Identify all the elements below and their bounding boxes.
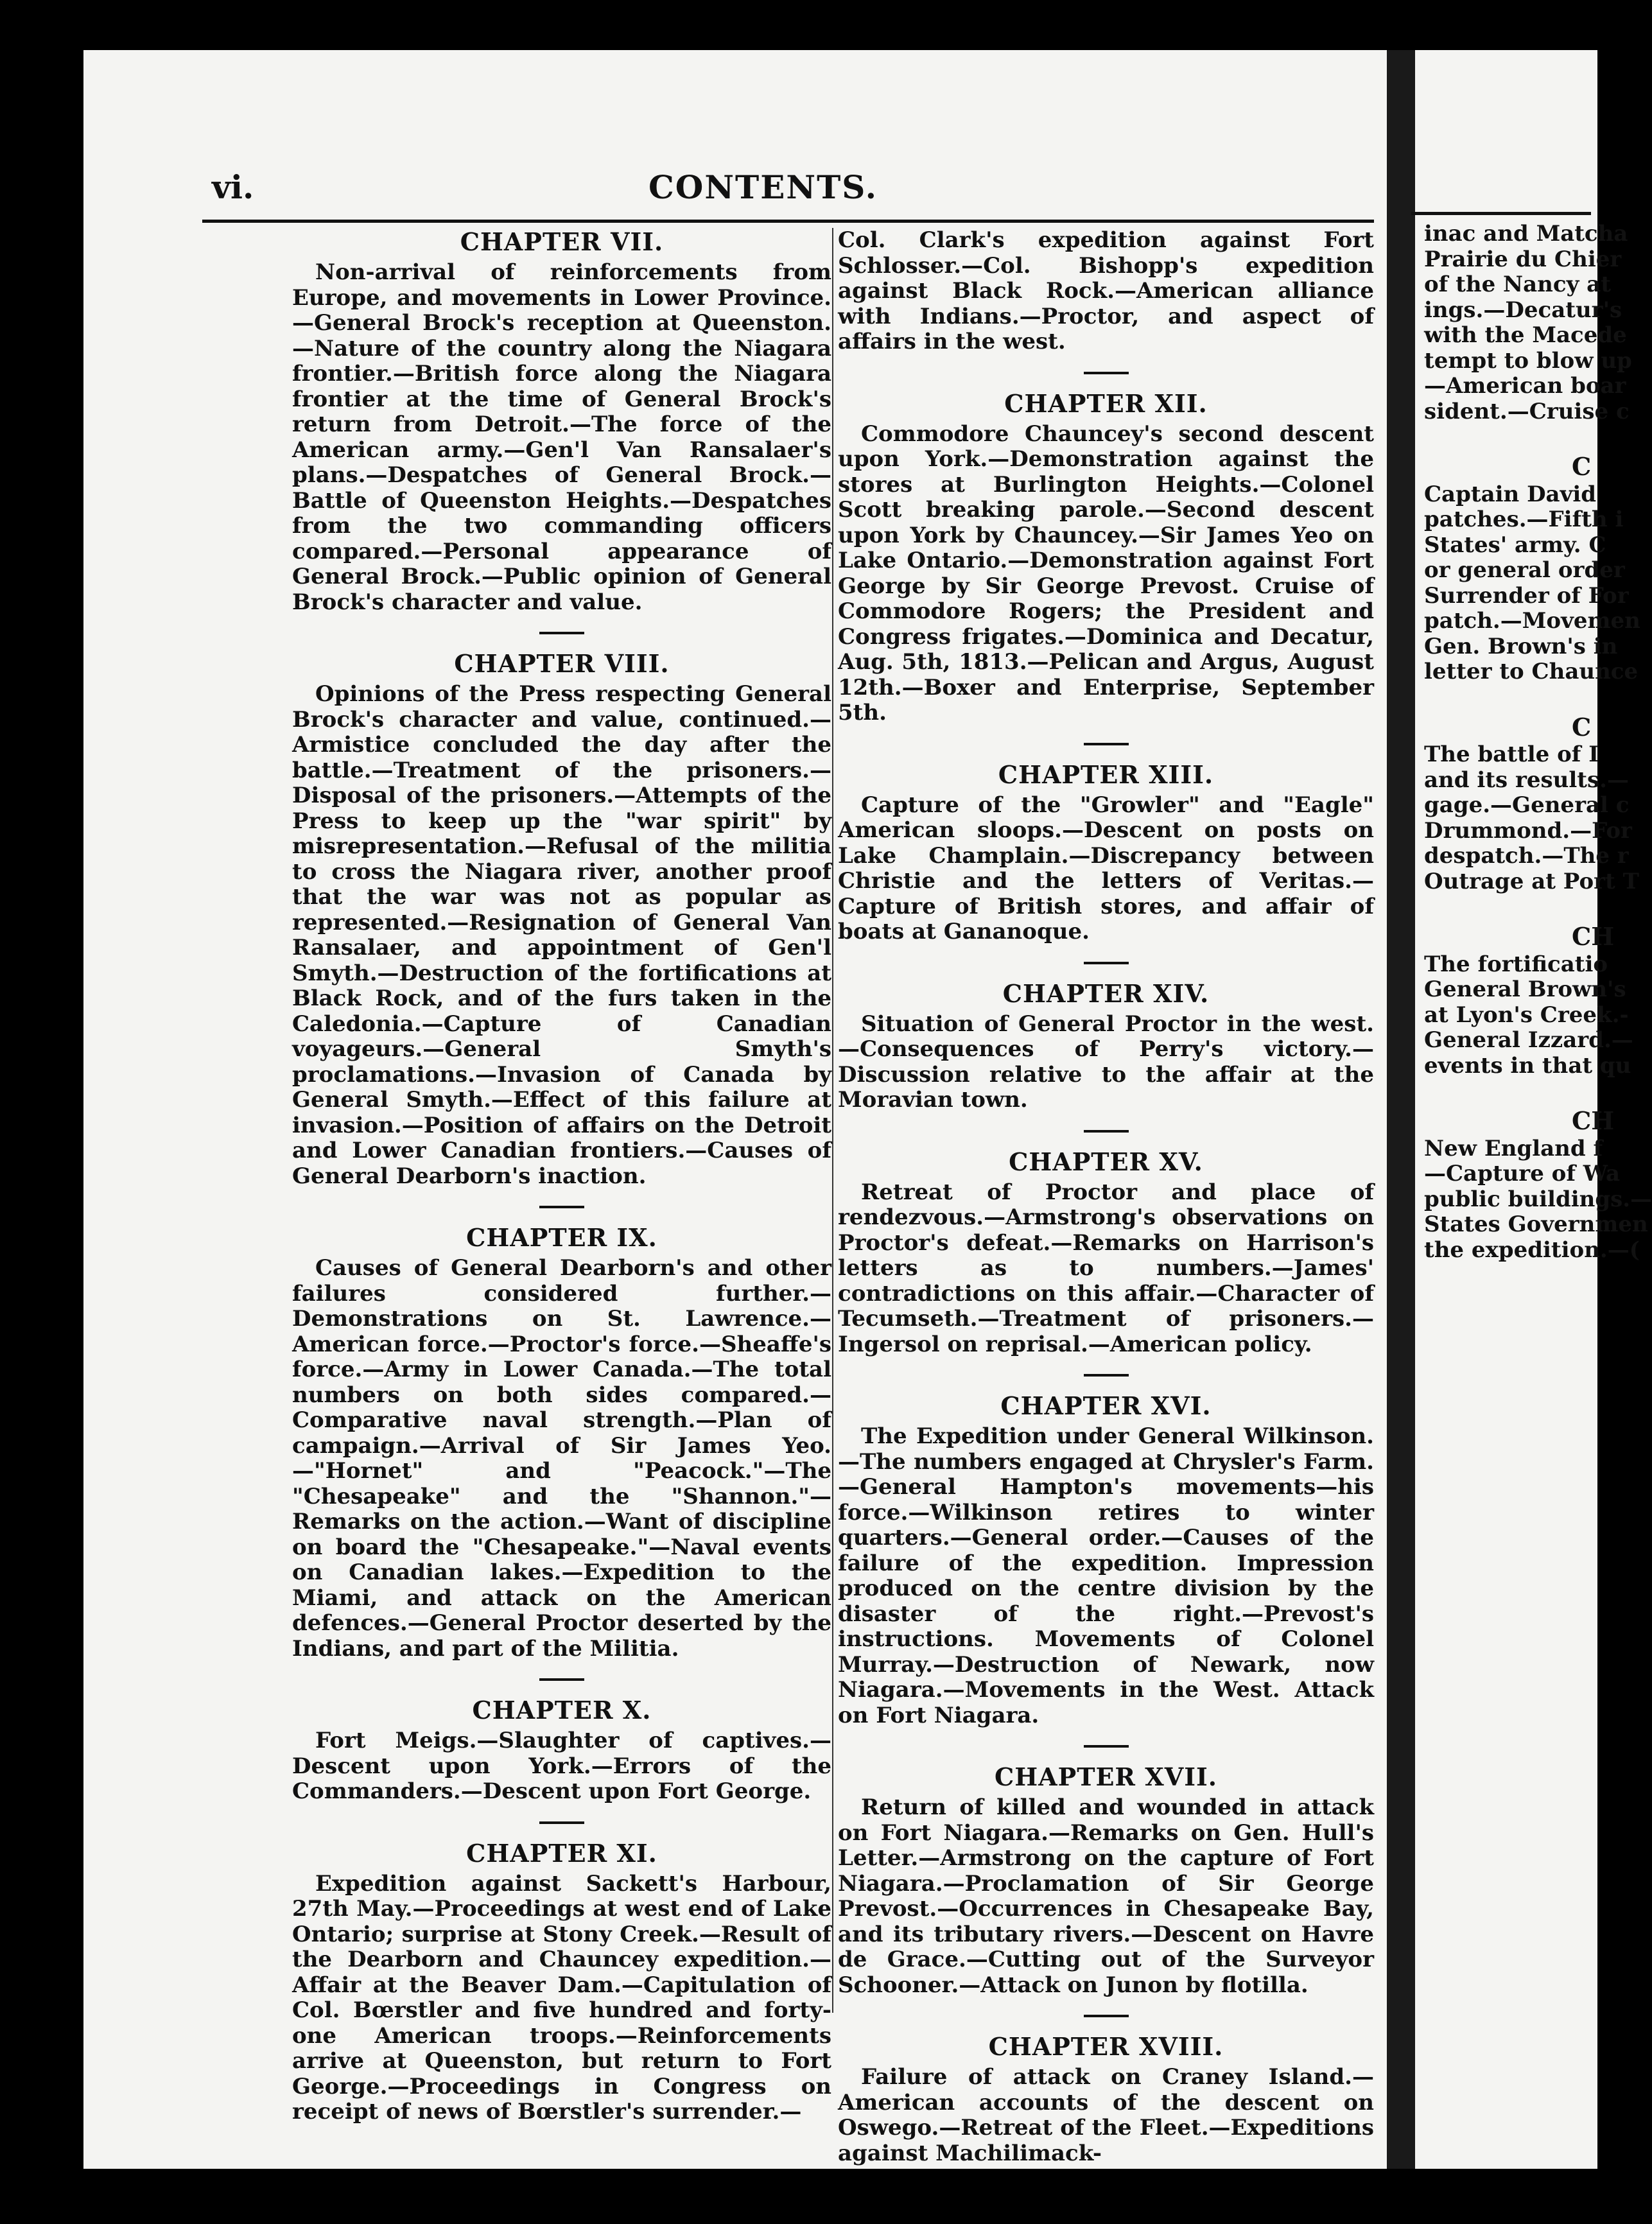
book-binding-shadow (1387, 50, 1415, 2169)
chapter-entry (292, 1696, 831, 1805)
contents-column-right (838, 228, 1374, 2166)
facing-text-line: Captain David (1424, 481, 1597, 507)
chapter-separator (539, 1206, 584, 1208)
facing-text-line: General Brown's (1424, 977, 1626, 1002)
facing-text-line: Drummond.—For (1424, 817, 1632, 844)
chapter-heading: CHAPTER IX. (466, 1223, 657, 1252)
facing-text-line: Gen. Brown's in (1424, 633, 1618, 659)
facing-page-fragments (1424, 212, 1652, 1292)
chapter-heading: CHAPTER XVI. (1000, 1391, 1212, 1420)
chapter-separator (1084, 1374, 1129, 1377)
chapter-summary: Commodore Chauncey's second descent upon York.—Demonstration against the stores at Burlington Heights.—Colonel Scott breaking parole.—Second descent upon York by Chauncey.—Sir James Yeo on Lake Ontario.—Demonstration against Fort George by Sir George Prevost. Cruise of Commodore Rogers; the President and Congress frigates.—Dominica and Decatur, Aug. 5th, 1813.—Pelican and Argus, August 12th.—Boxer and Enterprise, September 5th. (838, 421, 1374, 725)
chapter-summary: Return of killed and wounded in attack on Fort Niagara.—Remarks on Gen. Hull's Letter.—Armstrong on the capture of Fort Niagara.—Proclamation of Sir George Prevost.—Occurrences in Chesapeake Bay, and its tributary rivers.—Descent on Havre de Grace.—Cutting out of the Surveyor Schooner.—Attack on Junon by flotilla. (838, 1794, 1374, 1998)
facing-text-line: gage.—General c (1424, 792, 1630, 818)
chapter-summary: Fort Meigs.—Slaughter of captives.—Descent upon York.—Errors of the Commanders.—Descent upon Fort George. (292, 1728, 831, 1804)
column-divider (832, 228, 833, 2013)
facing-text-line: —Capture of Wa (1424, 1161, 1621, 1186)
chapter-separator (1084, 2015, 1129, 2017)
facing-chapter-heading: CH (1572, 1106, 1615, 1135)
chapter-separator (1084, 1130, 1129, 1133)
chapter-heading: CHAPTER XIII. (998, 760, 1214, 789)
facing-text-line: New England f (1424, 1135, 1603, 1161)
facing-text-line: Surrender of For (1424, 582, 1629, 609)
chapter-entry (838, 980, 1374, 1113)
facing-text-line: tempt to blow up (1424, 347, 1632, 374)
facing-page-block (1424, 1106, 1652, 1263)
chapter-heading: CHAPTER X. (472, 1696, 652, 1724)
facing-text-line: despatch.—The r (1424, 843, 1629, 869)
chapter-heading: CHAPTER XVII. (994, 1762, 1217, 1791)
chapter-heading: CHAPTER XIV. (1002, 978, 1210, 1008)
chapter-summary: Expedition against Sackett's Harbour, 27th May.—Proceedings at west end of Lake Ontario; surprise at Stony Creek.—Result of the Dearborn and Chauncey expedition.—Affair at the Beaver Dam.—Capitulation of Col. Bœrstler and five hundred and forty-one American troops.—Reinforcements arrive at Queenston, but return to Fort George.—Proceedings in Congress on receipt of news of Bœrstler's surrender.— (292, 1870, 831, 2124)
chapter-separator (539, 1678, 584, 1681)
header-rule (202, 220, 1374, 223)
facing-text-line: The fortificatio (1424, 951, 1608, 977)
chapter-separator (1084, 372, 1129, 374)
facing-text-line: the expedition.—( (1424, 1237, 1640, 1263)
chapter-entry (838, 1392, 1374, 1728)
facing-text-line: inac and Matcha (1424, 221, 1628, 247)
facing-page-block (1424, 212, 1632, 424)
chapter-summary: Non-arrival of reinforcements from Europe, and movements in Lower Province.—General Brock's reception at Queenston.—Nature of the country along the Niagara frontier.—British force along the Niagara frontier at the time of General Brock's return from Detroit.—The force of the American army.—Gen'l Van Ransalaer's plans.—Despatches of General Brock.—Battle of Queenston Heights.—Despatches from the two commanding officers compared.—Personal appearance of General Brock.—Public opinion of General Brock's character and value. (292, 259, 831, 615)
chapter-separator (539, 632, 584, 634)
facing-text-line: Prairie du Chier (1424, 246, 1622, 272)
facing-text-line: patches.—Fifth i (1424, 507, 1624, 532)
chapter-summary: Situation of General Proctor in the west.—Consequences of Perry's victory.—Discussion relative to the affair at the Moravian town. (838, 1011, 1374, 1113)
facing-page-block (1424, 712, 1639, 895)
chapter-entry (838, 1763, 1374, 1998)
chapter-summary: Col. Clark's expedition against Fort Schlosser.—Col. Bishopp's expedition against Black Rock.—American alliance with Indians.—Proctor, and aspect of affairs in the west. (838, 227, 1374, 354)
facing-header-rule (1411, 212, 1591, 215)
chapter-heading: CHAPTER XVIII. (988, 2032, 1224, 2061)
chapter-heading: CHAPTER XII. (1004, 388, 1208, 418)
contents-column-left (292, 228, 831, 2125)
chapter-entry (838, 761, 1374, 945)
chapter-summary: Failure of attack on Craney Island.—American accounts of the descent on Oswego.—Retreat of the Fleet.—Expeditions against Machilimack- (838, 2064, 1374, 2166)
facing-text-line: The battle of I (1424, 742, 1599, 767)
facing-page (1415, 50, 1652, 2169)
chapter-heading: CHAPTER XI. (466, 1838, 657, 1868)
chapter-heading: CHAPTER XV. (1009, 1147, 1203, 1176)
chapter-entry (838, 390, 1374, 726)
chapter-entry (292, 1224, 831, 1662)
facing-chapter-heading: C (1572, 712, 1592, 742)
chapter-entry (838, 228, 1374, 355)
facing-chapter-heading: C (1572, 452, 1592, 481)
chapter-separator (539, 1821, 584, 1824)
facing-text-line: States Governmen (1424, 1212, 1648, 1237)
facing-chapter-heading: CH (1572, 922, 1615, 951)
chapter-entry (292, 650, 831, 1189)
chapter-summary: Retreat of Proctor and place of rendezvous.—Armstrong's observations on Proctor's defeat.—Remarks on Harrison's letters as to numbers.—James' contradictions on this affair.—Character of Tecumseth.—Treatment of prisoners.—Ingersol on reprisal.—American policy. (838, 1179, 1374, 1357)
facing-text-line: —American boar (1424, 373, 1626, 399)
chapter-separator (1084, 1745, 1129, 1748)
facing-text-line: Outrage at Port T (1424, 868, 1639, 894)
facing-text-line: patch.—Movemen (1424, 608, 1640, 634)
chapter-separator (1084, 743, 1129, 745)
facing-text-line: States' army. C (1424, 532, 1606, 558)
facing-text-line: events in that qu (1424, 1052, 1631, 1079)
facing-page-block (1424, 922, 1633, 1079)
facing-text-line: of the Nancy at (1424, 272, 1611, 297)
running-header (212, 168, 1355, 213)
chapter-summary: Capture of the "Growler" and "Eagle" American sloops.—Descent on posts on Lake Champlain.—Discrepancy between Christie and the letters of Veritas.—Capture of British stores, and affair of boats at Gananoque. (838, 792, 1374, 944)
facing-text-line: public buildings.— (1424, 1186, 1652, 1212)
chapter-summary: Causes of General Dearborn's and other failures considered further.—Demonstrations on St. Lawrence.—American force.—Proctor's force.—Sheaffe's force.—Army in Lower Canada.—The total numbers on both sides compared.—Comparative naval strength.—Plan of campaign.—Arrival of Sir James Yeo.—"Hornet" and "Peacock."—The "Chesapeake" and the "Shannon."—Remarks on the action.—Want of discipline on board the "Chesapeake."—Naval events on Canadian lakes.—Expedition to the Miami, and attack on the American defences.—General Proctor deserted by the Indians, and part of the Militia. (292, 1255, 831, 1662)
chapter-separator (1084, 962, 1129, 964)
facing-text-line: sident.—Cruise c (1424, 398, 1630, 424)
chapter-summary: Opinions of the Press respecting General Brock's character and value, continued.—Armistice concluded the day after the battle.—Treatment of the prisoners.—Disposal of the prisoners.—Attempts of the Press to keep up the "war spirit" by misrepresentation.—Refusal of the militia to cross the Niagara river, another proof that the war was not as popular as represented.—Resignation of General Van Ransalaer, and appointment of Gen'l Smyth.—Destruction of the fortifications at Black Rock, and of the furs taken in the Caledonia.—Capture of Canadian voyageurs.—General Smyth's proclamations.—Invasion of Canada by General Smyth.—Effect of this failure at invasion.—Position of affairs on the Detroit and Lower Canadian frontiers.—Causes of General Dearborn's inaction. (292, 681, 831, 1189)
facing-text-line: at Lyon's Creek.- (1424, 1002, 1629, 1028)
facing-text-line: or general order (1424, 557, 1625, 583)
chapter-heading: CHAPTER VII. (460, 227, 664, 256)
chapter-summary: The Expedition under General Wilkinson.—The numbers engaged at Chrysler's Farm.—General Hampton's movements—his force.—Wilkinson retires to winter quarters.—General order.—Causes of the failure of the expedition. Impression produced on the centre division by the disaster of the right.—Prevost's instructions. Movements of Colonel Murray.—Destruction of Newark, now Niagara.—Movements in the West. Attack on Fort Niagara. (838, 1423, 1374, 1728)
facing-text-line: and its results.— (1424, 767, 1629, 793)
facing-text-line: with the Macede (1424, 322, 1627, 348)
facing-text-line: letter to Chaunce (1424, 659, 1639, 684)
facing-text-line: General Izzard.— (1424, 1027, 1633, 1053)
chapter-entry (838, 1148, 1374, 1358)
chapter-entry (292, 228, 831, 615)
page-number: vi. (212, 168, 254, 206)
facing-page-block (1424, 452, 1640, 685)
chapter-entry (292, 1839, 831, 2125)
facing-text-line: ings.—Decatur's (1424, 297, 1622, 323)
chapter-entry (838, 2033, 1374, 2166)
chapter-heading: CHAPTER VIII. (454, 649, 670, 678)
page-title: CONTENTS. (648, 168, 878, 206)
